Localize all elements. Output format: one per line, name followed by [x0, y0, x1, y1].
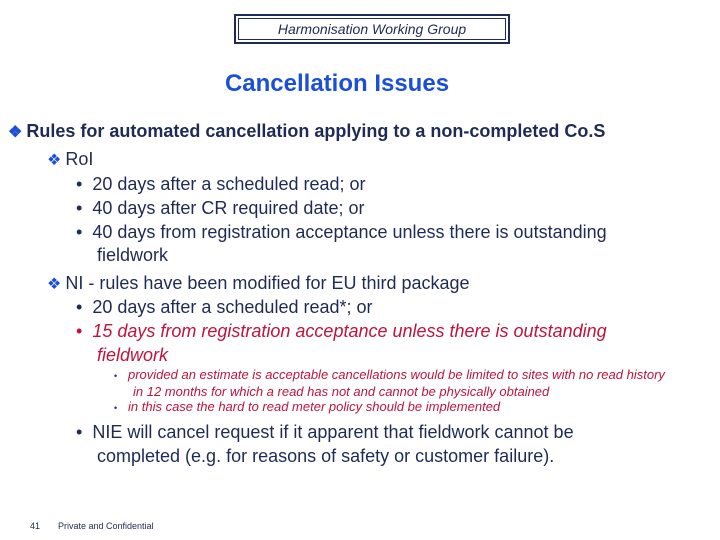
ni-item: [76, 297, 373, 318]
page-number: 41: [30, 521, 41, 531]
roi-label: RoI: [65, 149, 94, 169]
bullet-icon: •: [76, 297, 83, 317]
roi-item-text: 40 days from registration acceptance unless there is outstanding: [92, 222, 607, 242]
diamond-bullet-icon: ❖: [47, 276, 62, 293]
bullet-icon: •: [76, 422, 83, 442]
roi-heading: [47, 149, 93, 170]
ni-heading: [47, 273, 470, 294]
ni-note-continuation: in 12 months for which a read has not and cannot be physically obtained: [133, 384, 550, 399]
bullet-icon: •: [76, 222, 83, 242]
roi-item-text: 40 days after CR required date; or: [92, 198, 365, 218]
ni-note: [114, 367, 665, 382]
ni-item-text: 15 days from registration acceptance unless there is outstanding: [92, 321, 607, 341]
ni-note-text: in this case the hard to read meter policy should be implemented: [128, 399, 501, 414]
ni-note: [114, 399, 500, 414]
ni-item-emphasis: [76, 321, 607, 342]
ni-final: [76, 422, 574, 443]
header-label: Harmonisation Working Group: [238, 18, 506, 40]
roi-item: [76, 222, 607, 243]
roi-item: [76, 174, 366, 195]
diamond-bullet-icon: ❖: [8, 124, 23, 141]
roi-item-text: 20 days after a scheduled read; or: [92, 174, 366, 194]
main-heading-text: Rules for automated cancellation applying to a non-completed Co.S: [26, 121, 606, 141]
ni-note-text: provided an estimate is acceptable cancellations would be limited to sites with no read history: [128, 367, 665, 382]
bullet-icon: •: [114, 371, 118, 381]
ni-item-text: 20 days after a scheduled read*; or: [92, 297, 373, 317]
ni-final-continuation: completed (e.g. for reasons of safety or customer failure).: [97, 446, 555, 466]
ni-final-text: NIE will cancel request if it apparent that fieldwork cannot be: [92, 422, 574, 442]
roi-item-continuation: fieldwork: [97, 245, 169, 265]
roi-item: [76, 198, 364, 219]
diamond-bullet-icon: ❖: [47, 152, 62, 169]
header-box: [234, 14, 510, 44]
bullet-icon: •: [114, 403, 118, 413]
slide-title: Cancellation Issues: [224, 70, 450, 97]
footer-text: Private and Confidential: [58, 521, 154, 531]
main-heading: [8, 121, 605, 142]
bullet-icon: •: [76, 198, 83, 218]
bullet-icon: •: [76, 321, 83, 341]
ni-label: NI - rules have been modified for EU third package: [65, 273, 470, 293]
ni-item-continuation: fieldwork: [97, 345, 169, 365]
bullet-icon: •: [76, 174, 83, 194]
